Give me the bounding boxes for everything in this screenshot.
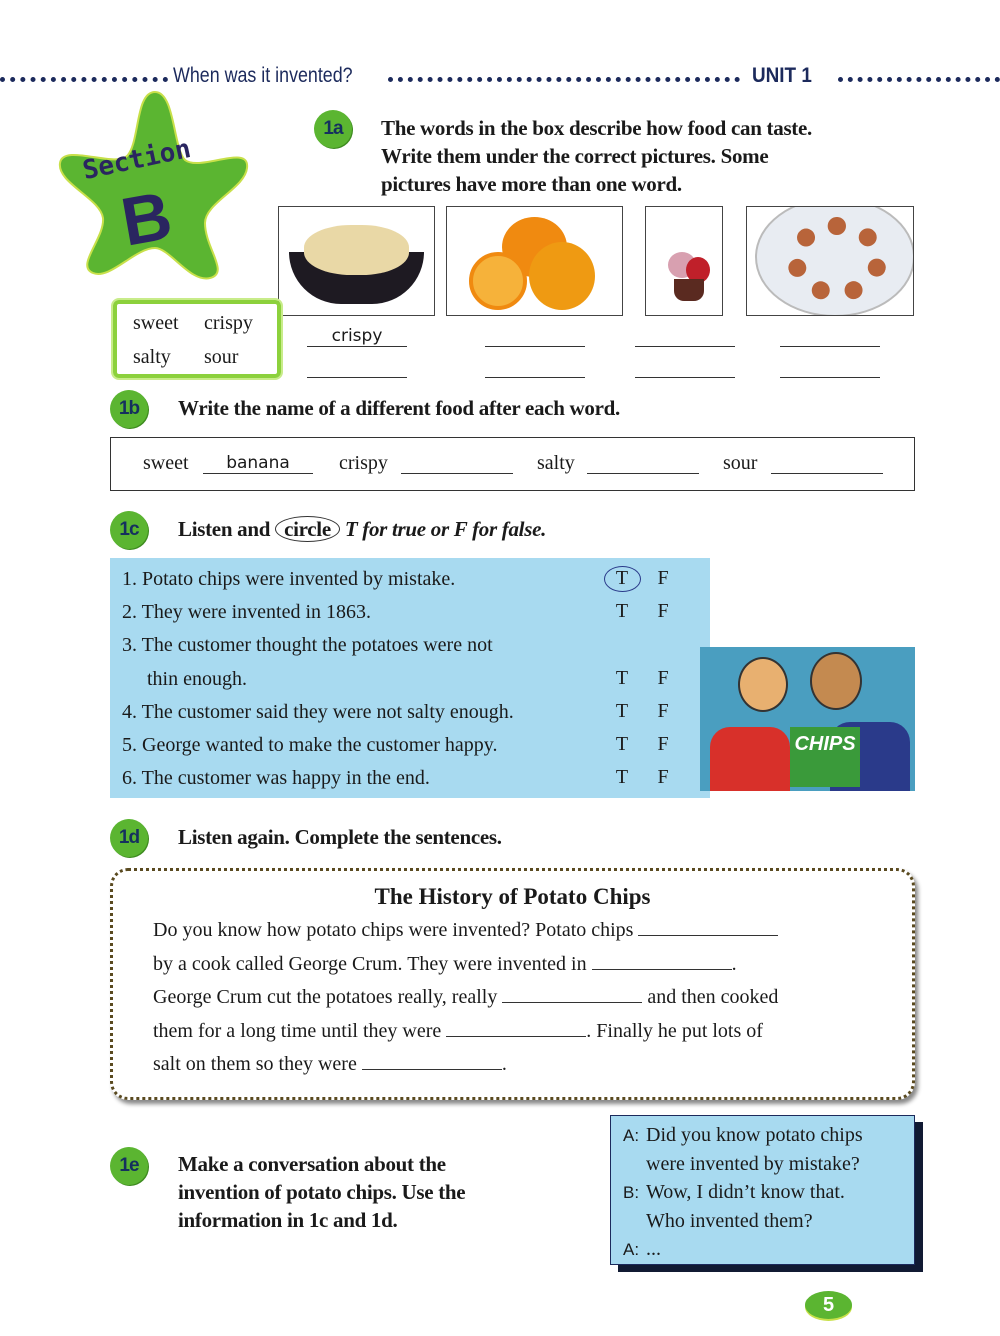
header-dots [0,68,168,82]
answer-blank[interactable] [771,452,883,474]
picture-ice-cream [645,206,723,316]
dialog-line: Who invented them? [646,1210,813,1232]
circle-word: circle [275,516,340,542]
true-option[interactable]: T [615,733,629,755]
statement: 6. The customer was happy in the end. [122,767,430,789]
statement: 5. George wanted to make the customer happy. [122,734,498,756]
instruction: Listen again. Complete the sentences. [178,825,502,849]
true-option[interactable]: T [615,700,629,722]
instruction-line: The words in the box describe how food can taste. [381,116,812,140]
dialog-line: were invented by mistake? [646,1153,860,1175]
word: sour [204,346,239,368]
instruction-line: information in 1c and 1d. [178,1208,398,1232]
chips-bag-label: CHIPS [790,727,860,787]
passage-line: salt on them so they were . [153,1048,912,1082]
passage-line: Do you know how potato chips were invented? Potato chips [153,914,912,948]
false-option[interactable]: F [657,667,669,689]
picture-apple-slices [746,206,914,316]
true-option[interactable]: T [615,667,629,689]
false-option[interactable]: F [657,700,669,722]
answer-blank[interactable] [780,356,880,378]
answer-blank[interactable] [587,452,699,474]
true-option[interactable]: T [615,567,629,589]
answer-blank[interactable] [635,356,735,378]
instruction-line: pictures have more than one word. [381,172,682,196]
true-option[interactable]: T [615,766,629,788]
statement: 3. The customer thought the potatoes were not [122,634,493,656]
chapter-title: When was it invented? [173,64,353,87]
instruction [178,515,546,543]
picture-potato-chips [278,206,435,316]
dialog-box [610,1115,915,1265]
statement: thin enough. [147,668,247,690]
statement: 4. The customer said they were not salty enough. [122,701,514,723]
exercise-badge-1e: 1e [110,1147,148,1185]
section-label: Section [80,133,194,187]
section-letter: B [115,177,178,261]
word: salty [133,346,171,368]
answer-blank[interactable] [485,325,585,347]
false-option[interactable]: F [657,766,669,788]
answer-blank[interactable] [592,950,732,970]
food-word-box [110,437,915,491]
answer-blank[interactable] [362,1050,502,1070]
exercise-badge-1c: 1c [110,511,148,549]
false-option[interactable]: F [657,733,669,755]
instruction-line: Write them under the correct pictures. Some [381,144,769,168]
unit-label: UNIT 1 [752,64,812,87]
instruction-line: Make a conversation about the [178,1152,446,1176]
false-option[interactable]: F [657,567,669,589]
illustration-boys-with-chips [700,647,915,791]
word: sweet [143,452,189,474]
word-box [113,300,281,378]
passage-line: them for a long time until they were . Finally he put lots of [153,1015,912,1049]
exercise-badge-1a: 1a [314,110,352,148]
answer-blank[interactable] [502,983,642,1003]
page-number: 5 [805,1291,852,1319]
header-dots [838,68,1000,82]
answer-blank[interactable] [638,916,778,936]
answer-blank[interactable] [485,356,585,378]
statement: 2. They were invented in 1863. [122,601,372,623]
history-title: The History of Potato Chips [374,884,651,909]
word: crispy [204,312,253,334]
dialog-line: A: ... [623,1238,661,1260]
statement: 1. Potato chips were invented by mistake. [122,568,456,590]
instruction: Write the name of a different food after each word. [178,396,620,420]
word: sour [723,452,758,474]
header-dots [388,68,740,82]
answer-blank[interactable] [307,356,407,378]
passage-line: George Crum cut the potatoes really, really and then cooked [153,981,912,1015]
answer-blank[interactable] [401,452,513,474]
exercise-badge-1b: 1b [110,390,148,428]
dialog-line: B: Wow, I didn’t know that. [623,1181,845,1203]
picture-oranges [446,206,623,316]
false-option[interactable]: F [657,600,669,622]
history-box [110,868,915,1100]
passage-line: by a cook called George Crum. They were invented in . [153,948,912,982]
instruction-line: invention of potato chips. Use the [178,1180,466,1204]
answer-blank[interactable] [635,325,735,347]
answer-blank[interactable] [446,1017,586,1037]
instruction-text: Listen and [178,517,271,541]
word: sweet [133,312,179,334]
answer-blank[interactable]: crispy [307,325,407,347]
word: crispy [339,452,388,474]
word: salty [537,452,575,474]
dialog-line: A: Did you know potato chips [623,1124,863,1146]
answer-blank[interactable] [780,325,880,347]
true-option[interactable]: T [615,600,629,622]
instruction-text: T for true or F for false. [344,517,547,541]
exercise-badge-1d: 1d [110,819,148,857]
answer-blank[interactable]: banana [203,452,313,474]
